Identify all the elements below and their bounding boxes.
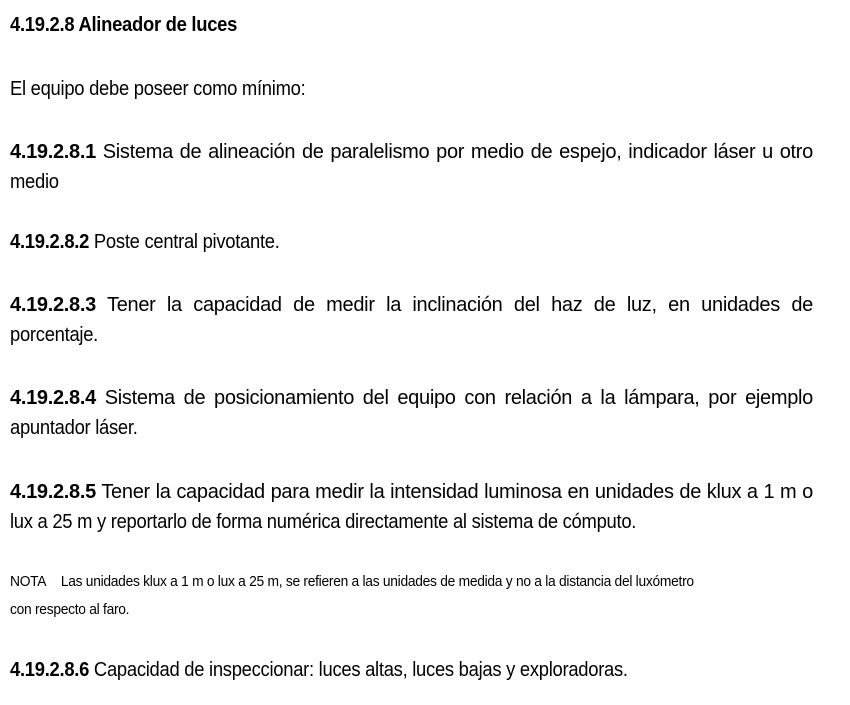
note-text: Las unidades klux a 1 m o lux a 25 m, se refieren a las unidades de medida y no a la distancia del luxómetro	[60, 573, 694, 590]
note-line-1	[10, 568, 749, 596]
item-text: Poste central pivotante.	[93, 231, 280, 253]
item-line-2: apuntador láser.	[10, 417, 138, 439]
item-text: Sistema de posicionamiento del equipo con relación a la lámpara, por ejemplo	[104, 387, 814, 409]
item-line-2: medio	[10, 171, 59, 193]
item-line-1	[10, 383, 813, 413]
intro-paragraph: El equipo debe poseer como mínimo:	[10, 78, 306, 100]
item-line-1	[10, 655, 749, 685]
item-number: 4.19.2.8.1	[10, 141, 96, 163]
item-text: Capacidad de inspeccionar: luces altas, luces bajas y exploradoras.	[93, 659, 628, 681]
item-line-1	[10, 290, 813, 320]
note-label: NOTA	[10, 573, 47, 590]
item-number: 4.19.2.8.2	[10, 231, 90, 253]
item-number: 4.19.2.8.3	[10, 294, 96, 316]
list-item	[10, 655, 813, 685]
list-item	[10, 137, 813, 197]
list-item	[10, 477, 813, 537]
list-item	[10, 383, 813, 443]
section-number: 4.19.2.8	[10, 14, 75, 36]
item-number: 4.19.2.8.5	[10, 481, 96, 503]
document-page	[10, 0, 813, 705]
note-block	[10, 568, 813, 624]
item-number: 4.19.2.8.4	[10, 387, 96, 409]
item-line-1	[10, 477, 813, 507]
item-line-2: porcentaje.	[10, 324, 99, 346]
item-number: 4.19.2.8.6	[10, 659, 90, 681]
section-heading	[10, 14, 237, 37]
item-text: Sistema de alineación de paralelismo por medio de espejo, indicador láser u otro	[102, 141, 813, 163]
item-text: Tener la capacidad para medir la intensidad luminosa en unidades de klux a 1 m o	[101, 481, 813, 503]
item-line-1	[10, 137, 813, 167]
item-line-1	[10, 227, 749, 257]
note-line-2: con respecto al faro.	[10, 601, 130, 618]
item-line-2: lux a 25 m y reportarlo de forma numérica directamente al sistema de cómputo.	[10, 511, 637, 533]
item-text: Tener la capacidad de medir la inclinación del haz de luz, en unidades de	[107, 294, 813, 316]
list-item	[10, 227, 813, 257]
section-title: Alineador de luces	[78, 14, 238, 36]
list-item	[10, 290, 813, 350]
